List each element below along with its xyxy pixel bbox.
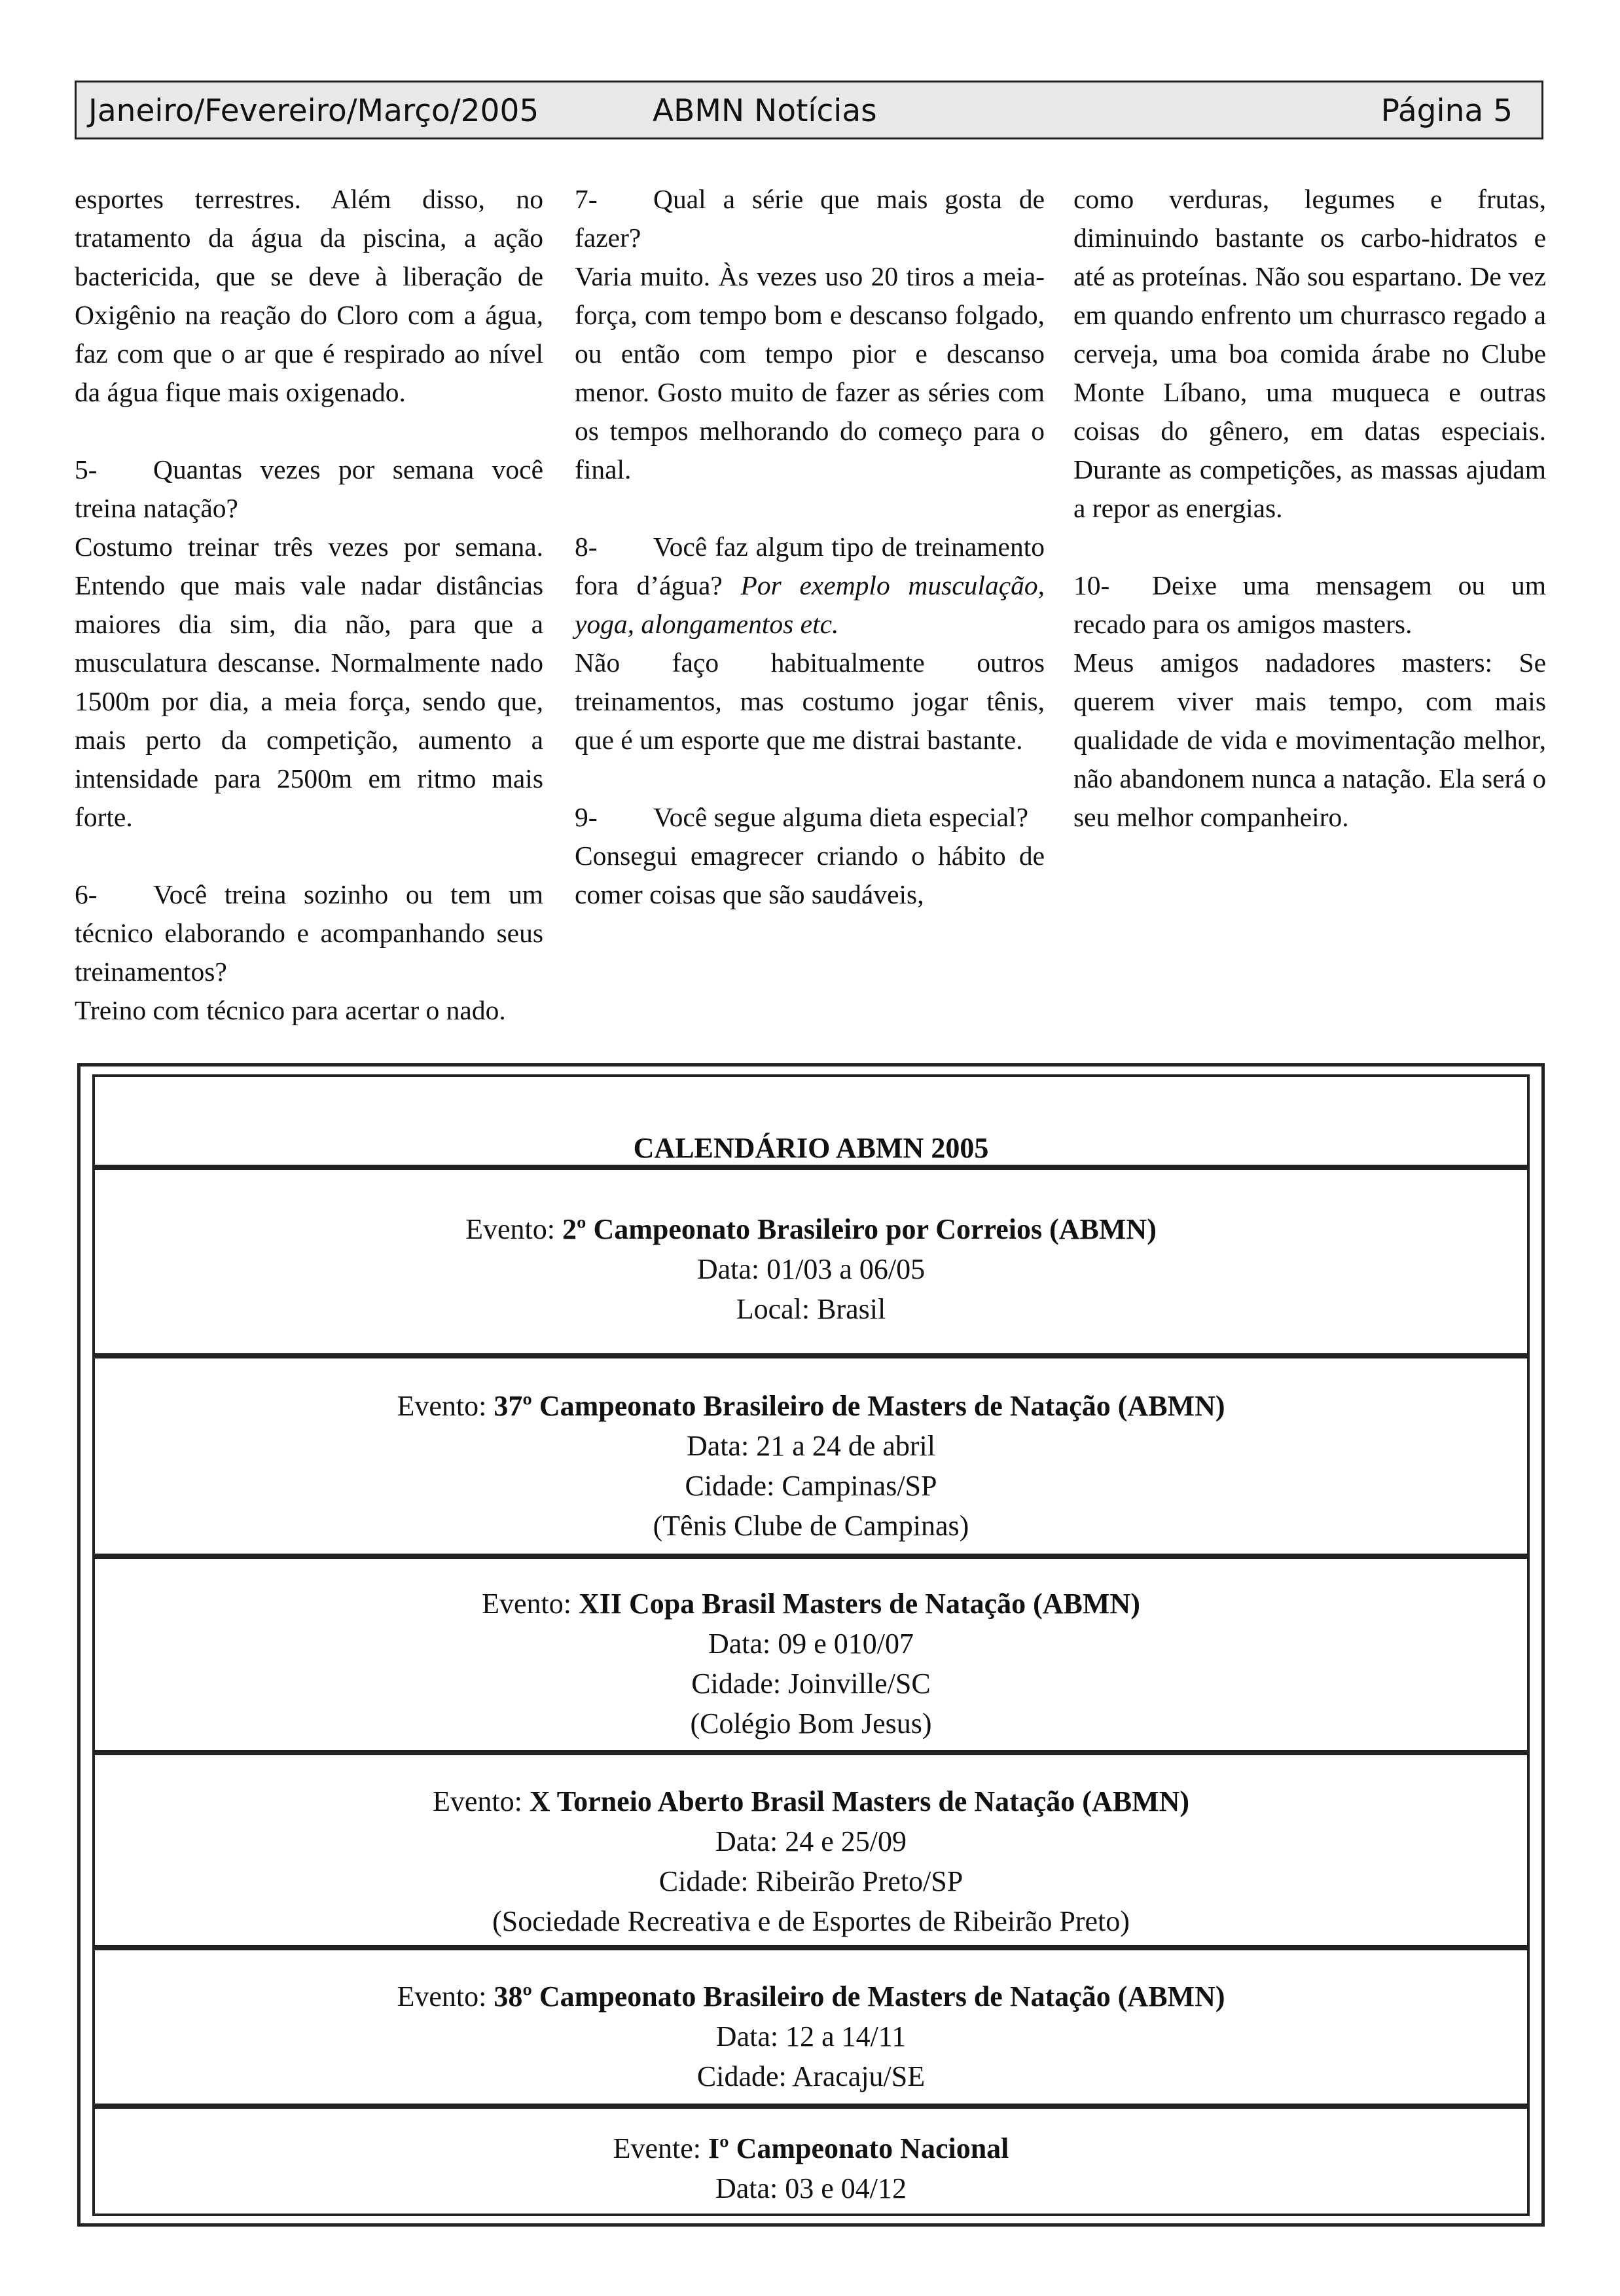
paragraph: esportes terrestres. Além disso, no tratamento da água da piscina, a ação bactericida, que se deve à liberação de Oxigênio na reação do Cloro com a água, faz com que o ar que é respirado ao nível da água fique mais oxigenado. bbox=[75, 184, 543, 407]
answer-8: Não faço habitualmente outros treinamentos, mas costumo jogar tênis, que é um esporte que me distrai bastante. bbox=[575, 647, 1045, 755]
question-7: 7- Qual a série que mais gosta de fazer? bbox=[575, 184, 1045, 253]
answer-10: Meus amigos nadadores masters: Se querem viver mais tempo, com mais qualidade de vida e movimentação melhor, não abandonem nunca a natação. Ela será o seu melhor companheiro. bbox=[1073, 647, 1546, 832]
question-9: 9- Você segue alguma dieta especial? bbox=[575, 802, 1029, 832]
issue-date: Janeiro/Fevereiro/Março/2005 bbox=[88, 93, 539, 129]
event-date: Data: 01/03 a 06/05 bbox=[696, 1253, 926, 1285]
event-name: Evente: Iº Campeonato Nacional bbox=[613, 2132, 1009, 2164]
calendar-event bbox=[92, 1948, 1530, 2106]
calendar-title: CALENDÁRIO ABMN 2005 bbox=[92, 1074, 1530, 1167]
calendar-event bbox=[92, 1356, 1530, 1556]
paragraph: como verduras, legumes e frutas, diminuindo bastante os carbo-hidratos e até as proteínas. Não sou espartano. De vez em quando enfrento um churrasco regado a cerveja, uma boa comida árabe no Clube Monte Líbano, uma muqueca e outras coisas do gênero, em datas especiais. Durante as competições, as massas ajudam a repor as energias. bbox=[1073, 184, 1546, 523]
event-location: Cidade: Aracaju/SE bbox=[696, 2060, 926, 2092]
event-name: Evento: XII Copa Brasil Masters de Natação (ABMN) bbox=[482, 1588, 1140, 1620]
column-2 bbox=[575, 180, 1045, 914]
newsletter-title: ABMN Notícias bbox=[653, 93, 877, 129]
answer-6: Treino com técnico para acertar o nado. bbox=[75, 995, 506, 1025]
event-venue: (Tênis Clube de Campinas) bbox=[653, 1510, 969, 1542]
calendar-event bbox=[92, 1556, 1530, 1753]
event-location: Local: Brasil bbox=[736, 1293, 886, 1325]
event-date: Data: 12 a 14/11 bbox=[715, 2020, 907, 2052]
event-location: Cidade: Joinville/SC bbox=[691, 1667, 931, 1700]
event-name: Evento: 37º Campeonato Brasileiro de Masters de Natação (ABMN) bbox=[397, 1390, 1225, 1422]
answer-9: Consegui emagrecer criando o hábito de comer coisas que são saudáveis, bbox=[575, 841, 1045, 909]
calendar-box bbox=[77, 1063, 1545, 2227]
event-name: Evento: 2º Campeonato Brasileiro por Correios (ABMN) bbox=[465, 1213, 1157, 1245]
column-3 bbox=[1073, 180, 1546, 837]
answer-5: Costumo treinar três vezes por semana. Entendo que mais vale nadar distâncias maiores dia sim, dia não, para que a musculatura descanse. Normalmente nado 1500m por dia, a meia força, sendo que, mais perto da competição, aumento a intensidade para 2500m em ritmo mais forte. bbox=[75, 532, 543, 832]
calendar-event bbox=[92, 1167, 1530, 1356]
calendar-event bbox=[92, 2106, 1530, 2216]
event-date: Data: 09 e 010/07 bbox=[708, 1628, 914, 1660]
event-location: Cidade: Ribeirão Preto/SP bbox=[658, 1865, 963, 1897]
question-8-examples: Por exemplo musculação, yoga, alongamentos etc. bbox=[575, 570, 1045, 639]
question-10: 10- Deixe uma mensagem ou um recado para os amigos masters. bbox=[1073, 570, 1546, 639]
event-name: Evento: X Torneio Aberto Brasil Masters de Natação (ABMN) bbox=[432, 1785, 1190, 1817]
event-venue: (Sociedade Recreativa e de Esportes de Ribeirão Preto) bbox=[492, 1905, 1130, 1937]
answer-7: Varia muito. Às vezes uso 20 tiros a meia-força, com tempo bom e descanso folgado, ou então com tempo pior e descanso menor. Gosto muito de fazer as séries com os tempos melhorando do começo para o final. bbox=[575, 261, 1045, 484]
page-number: Página 5 bbox=[1380, 93, 1513, 129]
event-date: Data: 21 a 24 de abril bbox=[687, 1430, 935, 1462]
question-8: 8- Você faz algum tipo de treinamento fora d’água? Por exemplo musculação, yoga, alongamentos etc. bbox=[575, 532, 1045, 639]
question-5: 5- Quantas vezes por semana você treina natação? bbox=[75, 454, 543, 523]
event-name: Evento: 38º Campeonato Brasileiro de Masters de Natação (ABMN) bbox=[397, 1980, 1225, 2013]
calendar-event bbox=[92, 1753, 1530, 1948]
column-1 bbox=[75, 180, 543, 1030]
event-date: Data: 24 e 25/09 bbox=[715, 1825, 907, 1857]
event-location: Cidade: Campinas/SP bbox=[685, 1470, 937, 1502]
page-header bbox=[75, 81, 1543, 139]
event-venue: (Colégio Bom Jesus) bbox=[690, 1707, 932, 1740]
event-date: Data: 03 e 04/12 bbox=[715, 2172, 907, 2204]
question-6: 6- Você treina sozinho ou tem um técnico elaborando e acompanhando seus treinamentos? bbox=[75, 879, 543, 987]
